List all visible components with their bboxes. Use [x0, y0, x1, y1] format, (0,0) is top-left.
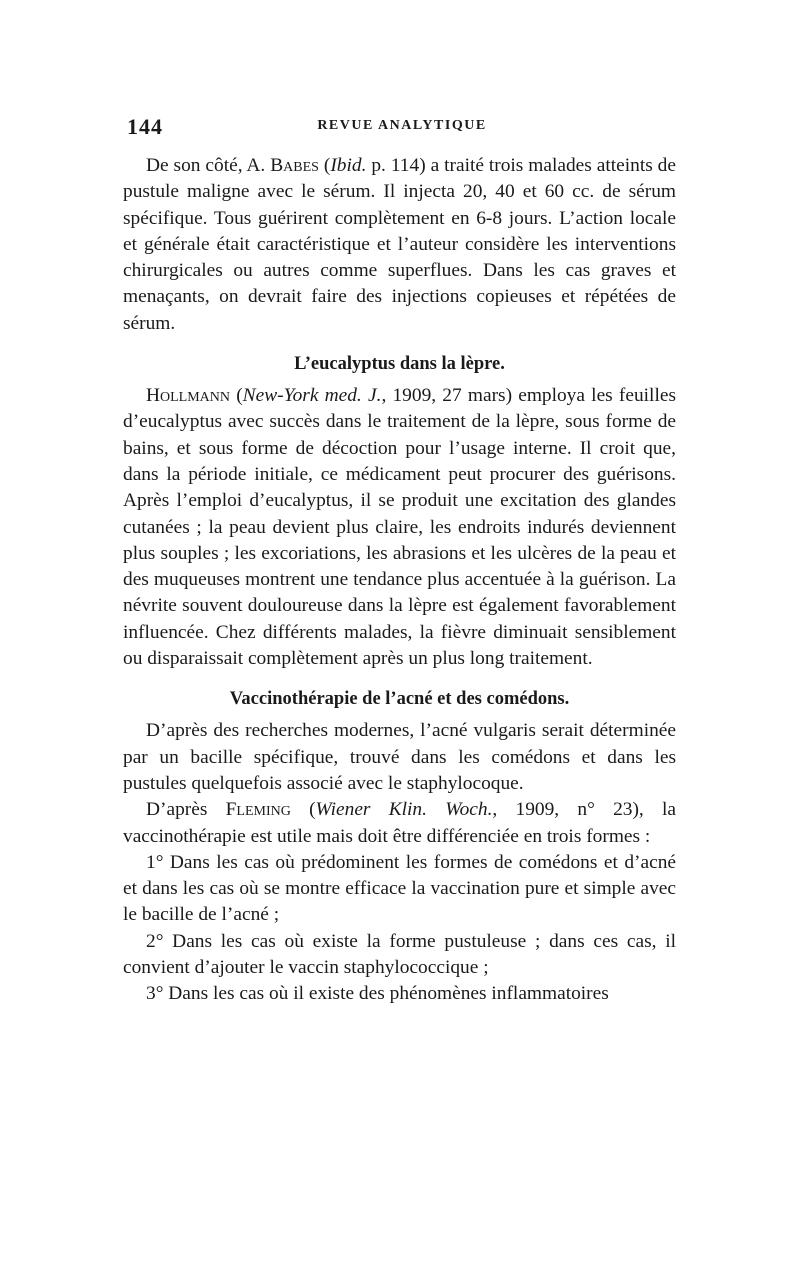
section-heading-vaccinotherapie: Vaccinothérapie de l’acné et des comédons.: [229, 689, 570, 710]
text-run: , 1909, 27 mars) employa les feuilles d’eucalyptus avec succès dans le traitement de la lèpre, sous forme de bains, et sous forme de décoction pour l’usage interne. Il croit que, dans la période initiale, ce médicament peut procurer des guérisons. Après l’emploi d’eucalyptus, il se produit une excitation des glandes cutanées ; la peau devient plus claire, les endroits indurés deviennent plus souples ; les excoriations, les abrasions et les ulcères de la peau et des muqueuses montrent une tendance plus accentuée à la guérison. La névrite souvent douloureuse dans la lèpre est également favorablement influencée. Chez différents malades, la fièvre diminuait sensiblement ou disparaissait complètement après un plus long traitement.: [123, 385, 676, 670]
section-heading-eucalyptus: L’eucalyptus dans la lèpre.: [294, 354, 505, 375]
author-name: Hollmann: [146, 385, 230, 407]
paragraph-acne-intro: D’après des recherches modernes, l’acné vulgaris serait déterminée par un bacille spécifique, trouvé dans les comédons et dans les pustules quelquefois associé avec le staphylocoque.: [123, 720, 676, 794]
text-run: (: [318, 155, 331, 176]
running-title: REVUE ANALYTIQUE: [317, 118, 487, 133]
paragraph-babes: [123, 153, 676, 337]
list-item-2: 2° Dans les cas où existe la forme pustuleuse ; dans ces cas, il convient d’ajouter le vaccin staphylococcique ;: [123, 930, 676, 979]
list-item-3: 3° Dans les cas où il existe des phénomènes inflammatoires: [146, 983, 609, 1005]
citation: Wiener Klin. Woch.: [315, 799, 493, 821]
citation: New-York med. J.: [242, 385, 382, 407]
page-header: [127, 114, 677, 138]
page-number: 144: [127, 114, 163, 139]
text-run: p. 114) a traité trois malades atteints de pustule maligne avec le sérum. Il injecta 20, 40 et 60 cc. de sérum spécifique. Tous guérirent complètement en 6-8 jours. L’action locale et générale était caractéristique et l’auteur considère les interventions chirurgicales ou autres comme superflues. Dans les cas graves et menaçants, on devrait faire des injections copieuses et répétées de sérum.: [123, 155, 676, 334]
text-run: , 1909, n° 23), la vaccinothérapie est utile mais doit être différenciée en trois formes :: [123, 799, 676, 847]
text-run: (: [230, 385, 243, 407]
author-name: Fleming: [225, 799, 291, 821]
body-text: [123, 153, 676, 1008]
paragraph-hollmann: [123, 383, 676, 672]
text-run: D’après: [146, 799, 226, 821]
list-item-1: 1° Dans les cas où prédominent les formes de comédons et d’acné et dans les cas où se montre efficace la vaccination pure et simple avec le bacille de l’acné ;: [123, 851, 676, 926]
citation: Ibid.: [330, 155, 367, 176]
text-run: (: [290, 799, 316, 821]
author-name: Babes: [270, 155, 319, 176]
paragraph-fleming: [123, 797, 676, 850]
text-run: De son côté, A.: [146, 155, 271, 176]
